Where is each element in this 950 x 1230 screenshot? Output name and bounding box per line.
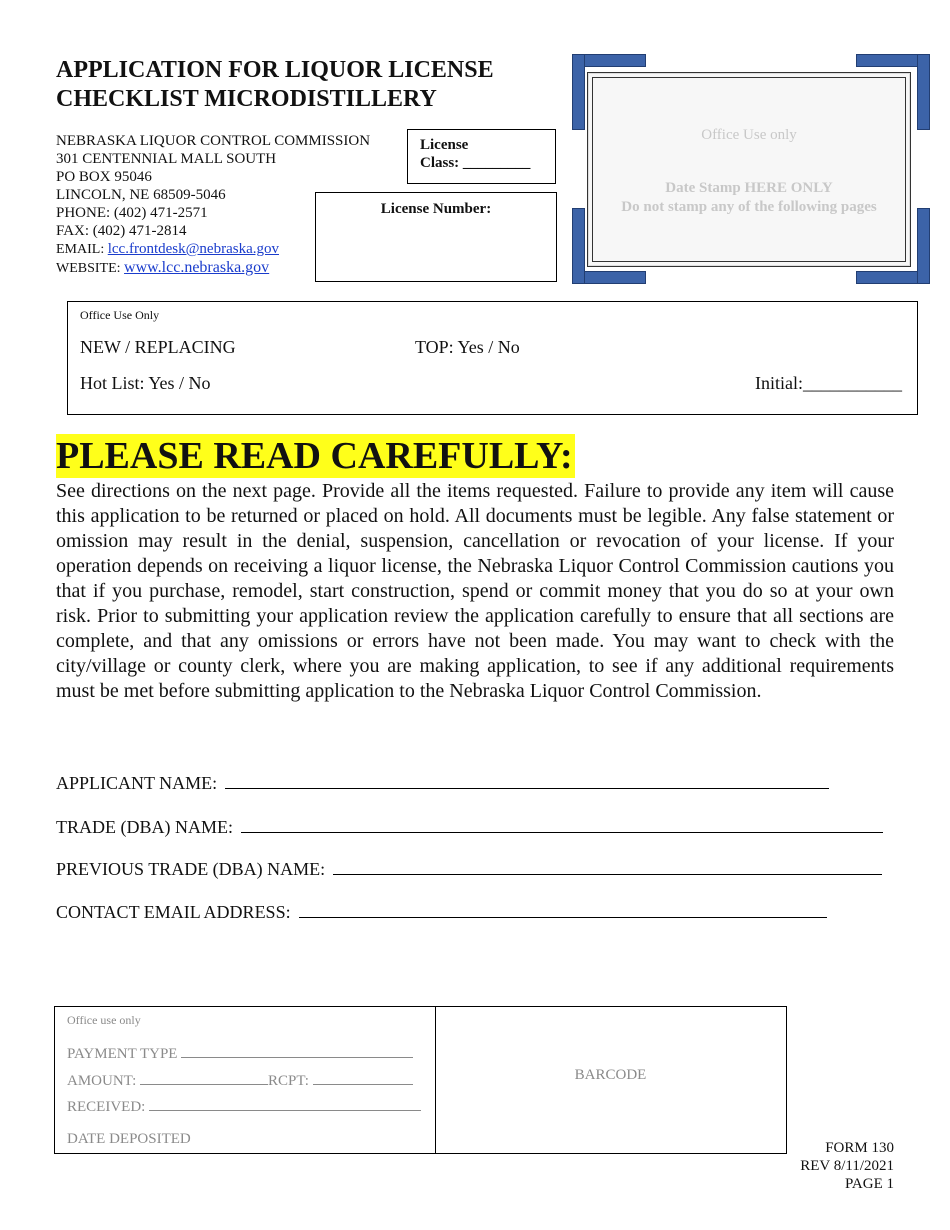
date-deposited: DATE DEPOSITED bbox=[67, 1131, 191, 1147]
amount-label: AMOUNT: bbox=[67, 1073, 137, 1089]
previous-trade-name-row bbox=[56, 856, 882, 880]
office-payment-section bbox=[55, 1007, 436, 1153]
phone: PHONE: (402) 471-2571 bbox=[56, 205, 208, 221]
rcpt-label: RCPT: bbox=[268, 1073, 309, 1089]
received-line bbox=[149, 1096, 421, 1111]
form-number: FORM 130 bbox=[825, 1140, 894, 1156]
office-use-bottom-box bbox=[54, 1006, 787, 1154]
po-box: PO BOX 95046 bbox=[56, 169, 152, 185]
payment-type-label: PAYMENT TYPE bbox=[67, 1046, 178, 1062]
rcpt-line bbox=[313, 1070, 413, 1085]
office-use-top-box bbox=[67, 301, 918, 415]
contact-email-label: CONTACT EMAIL ADDRESS: bbox=[56, 902, 291, 922]
corner-bracket-bl-v bbox=[572, 208, 585, 284]
amount-line bbox=[140, 1070, 268, 1085]
payment-type-line bbox=[181, 1043, 413, 1058]
page-number: PAGE 1 bbox=[844, 1176, 894, 1192]
corner-bracket-tr-v bbox=[917, 54, 930, 130]
previous-trade-name-label: PREVIOUS TRADE (DBA) NAME: bbox=[56, 859, 326, 879]
email-link[interactable]: lcc.frontdesk@nebraska.gov bbox=[107, 241, 279, 257]
top-yes-no: TOP: Yes / No bbox=[415, 337, 520, 357]
applicant-name-line[interactable] bbox=[225, 770, 829, 789]
corner-bracket-tl-v bbox=[572, 54, 585, 130]
new-replacing: NEW / REPLACING bbox=[80, 337, 236, 357]
stamp-box bbox=[587, 72, 911, 267]
payment-type-row bbox=[67, 1043, 413, 1063]
form-info bbox=[800, 1139, 894, 1193]
trade-name-line[interactable] bbox=[241, 814, 883, 833]
form-title bbox=[56, 56, 494, 114]
trade-name-label: TRADE (DBA) NAME: bbox=[56, 817, 233, 837]
contact-email-line[interactable] bbox=[299, 899, 827, 918]
fax: FAX: (402) 471-2814 bbox=[56, 223, 187, 239]
instructions-paragraph: See directions on the next page. Provide all the items requested. Failure to provide any item will cause this application to be returned or placed on hold. All documents must be legible. Any false statement or omission may result in the denial, suspension, cancellation or revocation of your license. If your operation depends on receiving a liquor license, the Nebraska Liquor Control Commission cautions you that if you purchase, remodel, start construction, spend or commit money that you do so at your own risk. Prior to submitting your application review the application carefully to ensure that all sections are complete, and that any omissions or errors have not been made. You may want to check with the city/village or county clerk, where you are making application, to see if any additional requirements must be met before submitting application to the Nebraska Liquor Control Commission. bbox=[56, 480, 894, 702]
applicant-name-label: APPLICANT NAME: bbox=[56, 773, 218, 793]
agency-name: NEBRASKA LIQUOR CONTROL COMMISSION bbox=[56, 133, 371, 149]
office-use-label: Office Use Only bbox=[80, 308, 160, 322]
corner-bracket-br-v bbox=[917, 208, 930, 284]
received-row bbox=[67, 1096, 421, 1116]
license-number-box[interactable] bbox=[315, 192, 557, 282]
license-number-label: License Number: bbox=[380, 201, 492, 217]
stamp-line-2: Do not stamp any of the following pages bbox=[621, 199, 877, 215]
title-line-2: CHECKLIST MICRODISTILLERY bbox=[56, 86, 437, 112]
trade-name-row bbox=[56, 814, 883, 838]
title-line-1: APPLICATION FOR LIQUOR LICENSE bbox=[56, 57, 494, 83]
license-class-box[interactable] bbox=[407, 129, 556, 184]
office-use-bottom-label: Office use only bbox=[67, 1013, 141, 1027]
website-link[interactable]: www.lcc.nebraska.gov bbox=[124, 259, 270, 276]
applicant-name-row bbox=[56, 770, 829, 794]
city-state-zip: LINCOLN, NE 68509-5046 bbox=[56, 187, 226, 203]
initial-field: Initial:___________ bbox=[755, 373, 902, 393]
barcode-placeholder: BARCODE bbox=[574, 1067, 647, 1083]
stamp-line-1: Date Stamp HERE ONLY bbox=[665, 180, 833, 196]
license-class-field: Class: _________ bbox=[420, 155, 531, 171]
street-address: 301 CENTENNIAL MALL SOUTH bbox=[56, 151, 277, 167]
email-label: EMAIL: bbox=[56, 242, 108, 257]
license-class-label: License bbox=[420, 137, 469, 153]
please-read-heading: PLEASE READ CAREFULLY: bbox=[56, 435, 573, 477]
previous-trade-name-line[interactable] bbox=[333, 856, 882, 875]
hot-list-yes-no: Hot List: Yes / No bbox=[80, 373, 211, 393]
stamp-office-use: Office Use only bbox=[701, 127, 797, 143]
form-revision: REV 8/11/2021 bbox=[800, 1158, 894, 1174]
date-stamp-area bbox=[568, 52, 934, 286]
contact-email-row bbox=[56, 899, 827, 923]
website-label: WEBSITE: bbox=[56, 261, 125, 276]
amount-row bbox=[67, 1070, 413, 1090]
received-label: RECEIVED: bbox=[67, 1099, 146, 1115]
